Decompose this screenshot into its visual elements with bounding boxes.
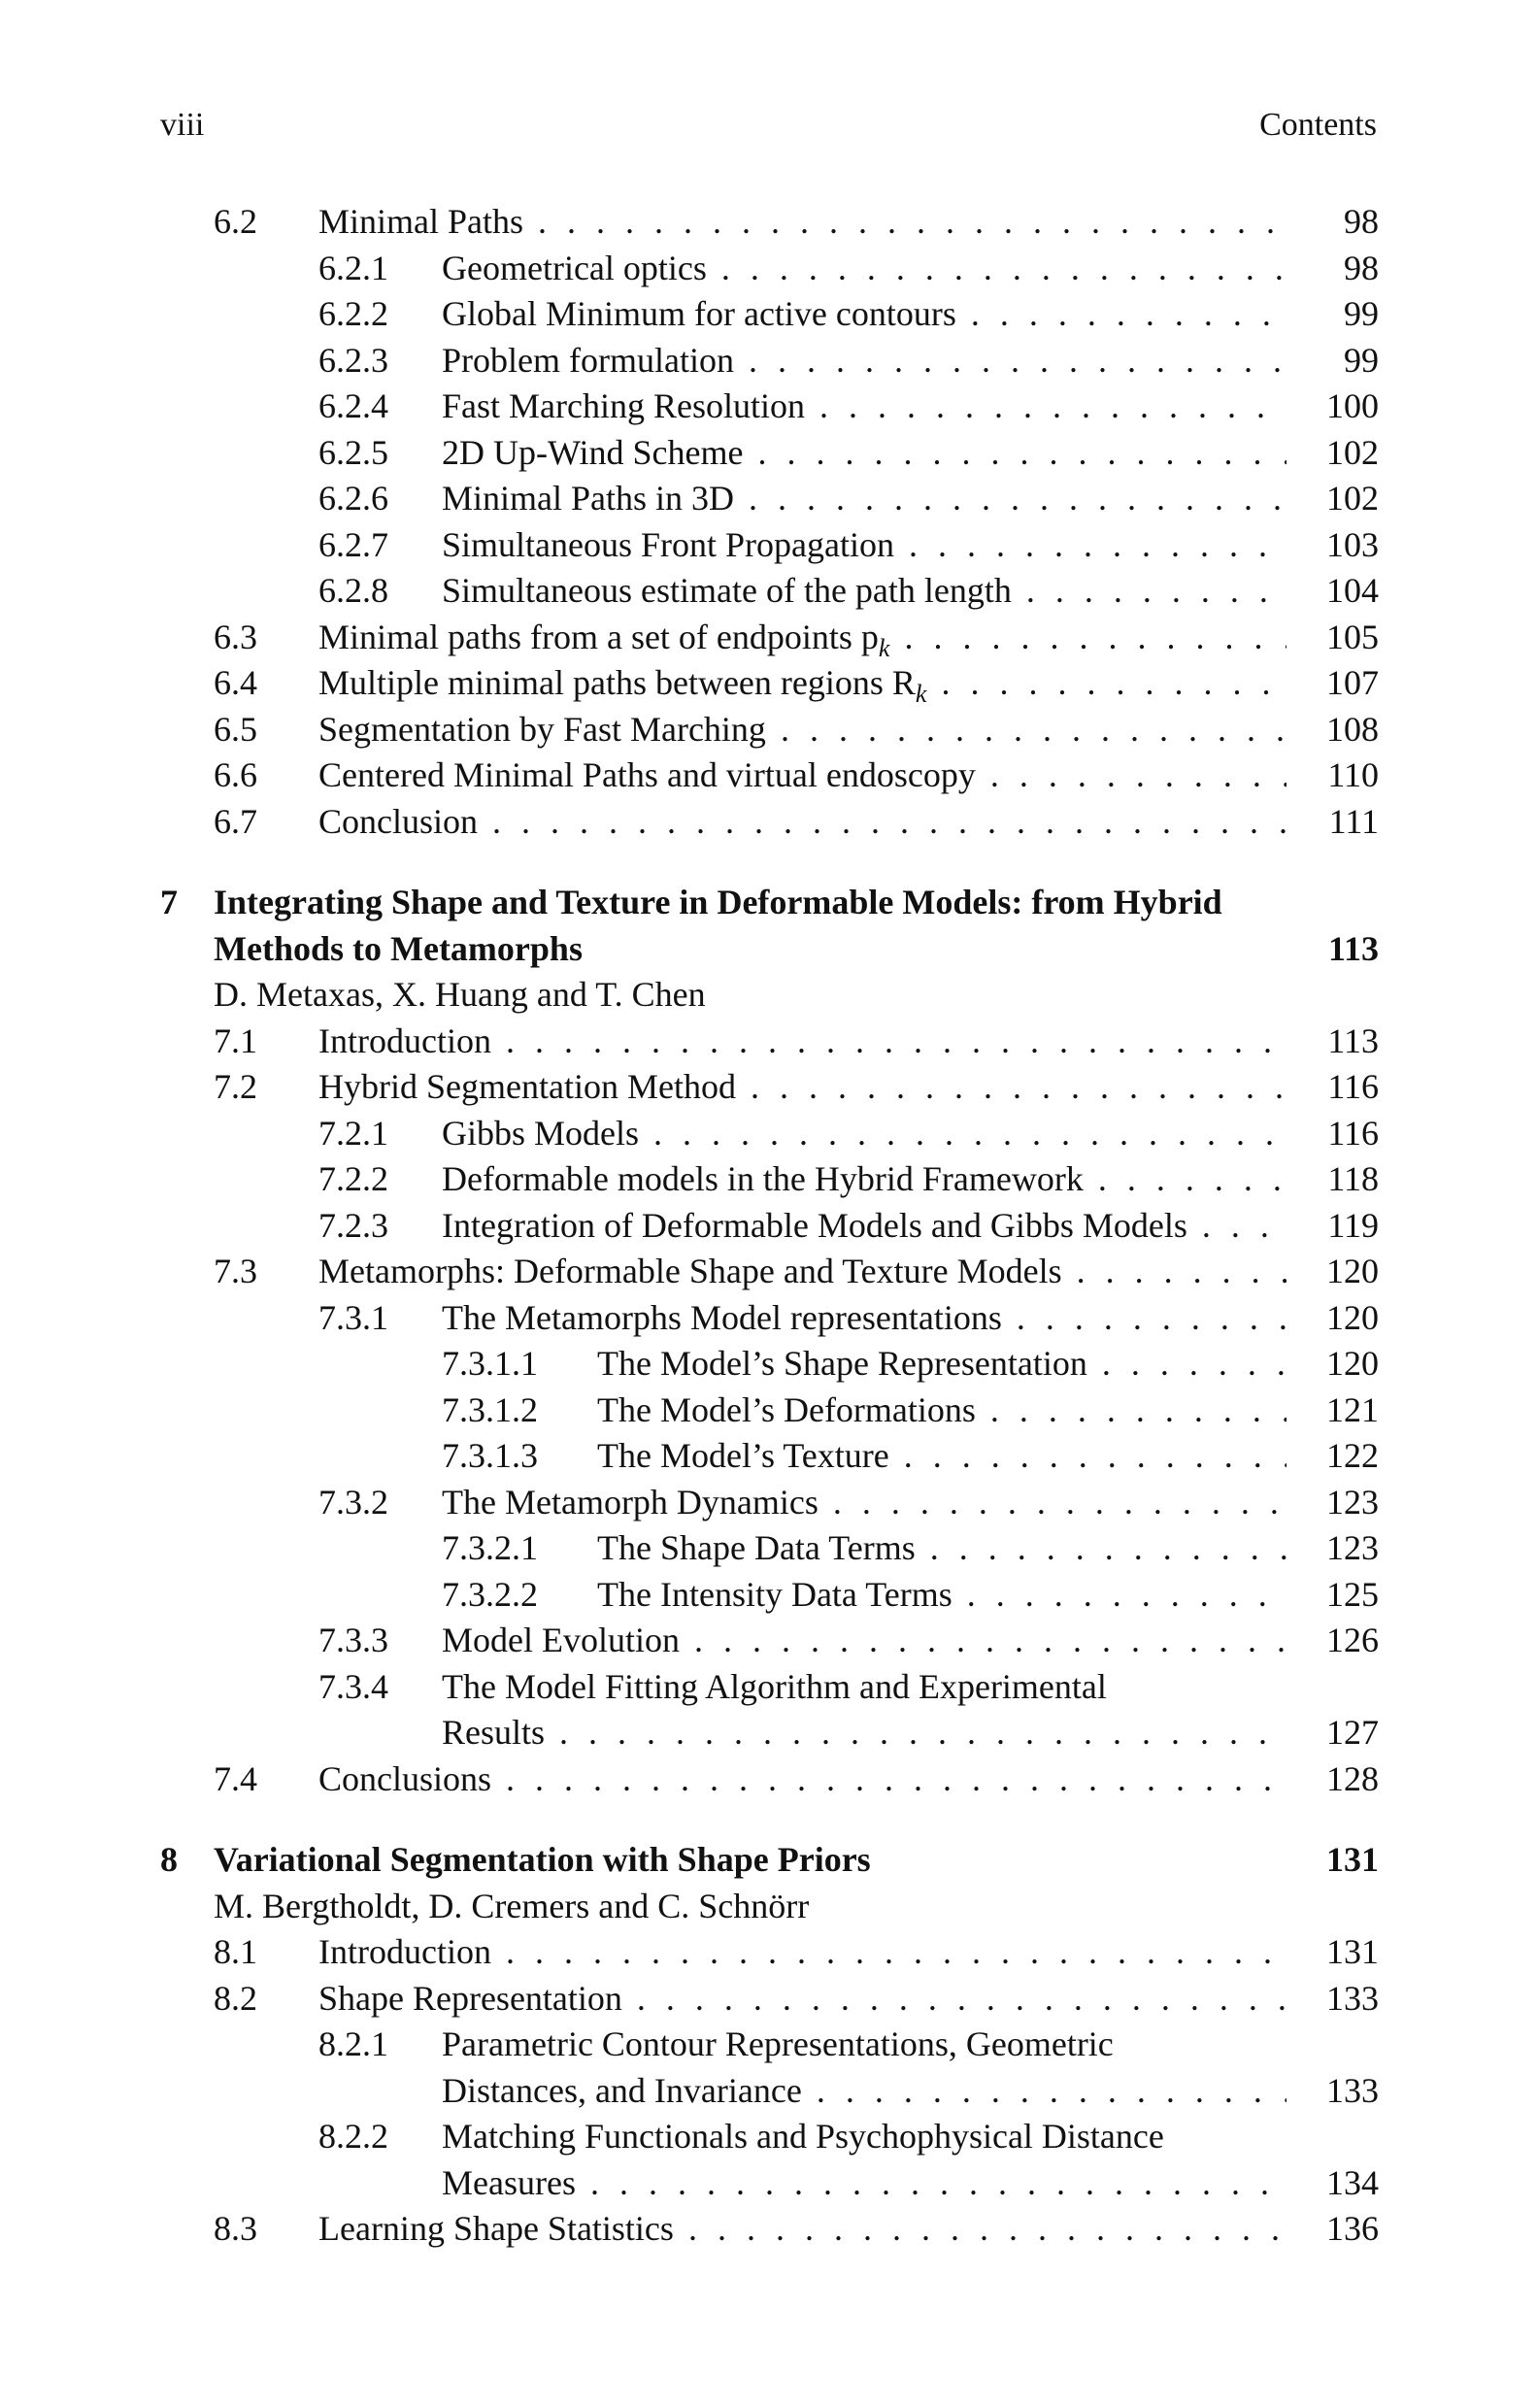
entry-title: [442, 384, 1286, 430]
entry-page: 108: [1326, 709, 1379, 749]
entry-title-text: Introduction: [318, 1020, 491, 1060]
entry-title: [597, 1388, 1286, 1434]
entry-page: 105: [1326, 617, 1379, 656]
entry-title-text: Multiple minimal paths between regions R: [318, 663, 916, 702]
entry-page: 119: [1327, 1205, 1379, 1245]
page-number: viii: [160, 107, 205, 143]
entry-title: [318, 1019, 1286, 1065]
entry-title-text: Minimal Paths: [318, 202, 524, 241]
entry-number: 8.3: [214, 2209, 257, 2248]
entry-number: 7.2.2: [318, 1159, 388, 1198]
entry-title-text: The Model’s Texture: [597, 1436, 889, 1475]
entry-number: 8.2: [214, 1978, 257, 2018]
entry-number: 6.4: [214, 663, 257, 702]
entry-number: 7.1: [214, 1020, 257, 1060]
toc-entry: [155, 1064, 1379, 1111]
entry-title-text: Segmentation by Fast Marching: [318, 709, 766, 749]
toc-entry: [155, 1019, 1379, 1065]
entry-title-text: Distances, and Invariance: [442, 2070, 802, 2110]
entry-number: 7.3: [214, 1252, 257, 1290]
toc-entry: [155, 1572, 1379, 1619]
entry-title: [442, 291, 1286, 338]
entry-title-text: Hybrid Segmentation Method: [318, 1067, 736, 1106]
entry-number: 7.3.2: [318, 1482, 388, 1522]
entry-title: [442, 476, 1286, 522]
entry-page: 116: [1327, 1067, 1379, 1106]
entry-page: 121: [1326, 1389, 1379, 1429]
toc-entry: [155, 568, 1379, 615]
running-title: Contents: [1259, 107, 1377, 143]
entry-number: 6.6: [214, 755, 257, 794]
chapter-page: 113: [1327, 928, 1379, 968]
entry-title-text: Gibbs Models: [442, 1113, 640, 1153]
chapter-heading-cont: [155, 926, 1379, 973]
entry-number: 7.2.3: [318, 1205, 388, 1245]
entry-page: 116: [1327, 1113, 1379, 1153]
entry-page: 136: [1326, 2209, 1379, 2248]
entry-page: 120: [1326, 1297, 1379, 1337]
entry-page: 120: [1326, 1252, 1379, 1290]
entry-number: 6.2.7: [318, 524, 388, 564]
entry-title: [442, 2068, 1286, 2115]
entry-number: 6.2.1: [318, 248, 388, 287]
entry-title-text: Parametric Contour Representations, Geometric: [442, 2024, 1114, 2063]
entry-title: [442, 1618, 1286, 1664]
entry-title: [442, 2114, 1286, 2160]
entry-number: 7.3.4: [318, 1666, 388, 1706]
toc-entry: [155, 199, 1379, 246]
entry-number: 7.2.1: [318, 1113, 388, 1153]
toc-entry: [155, 1341, 1379, 1388]
entry-number: 7.4: [214, 1758, 257, 1798]
entry-page: 99: [1344, 294, 1379, 333]
entry-number: 7.3.2.1: [442, 1528, 538, 1567]
entry-title: [318, 1756, 1286, 1803]
entry-page: 128: [1326, 1758, 1379, 1798]
entry-title: [318, 1976, 1286, 2023]
toc-entry: [155, 338, 1379, 385]
entry-title-text: Metamorphs: Deformable Shape and Texture Models: [318, 1252, 1062, 1290]
entry-page: 133: [1326, 1978, 1379, 2018]
toc-entry: [155, 246, 1379, 292]
entry-page: 131: [1326, 1932, 1379, 1971]
entry-number: 6.2.8: [318, 571, 388, 610]
entry-title-text: Conclusions: [318, 1758, 492, 1798]
entry-number: 7.3.1: [318, 1297, 388, 1337]
entry-number: 8.2.2: [318, 2117, 388, 2156]
table-of-contents: [155, 199, 1379, 2253]
entry-title-text: The Intensity Data Terms: [597, 1574, 952, 1614]
toc-entry: [155, 430, 1379, 477]
entry-title: [442, 430, 1286, 477]
entry-title: [442, 1480, 1286, 1526]
entry-title: [442, 522, 1286, 569]
entry-page: 125: [1326, 1574, 1379, 1614]
entry-page: 123: [1326, 1528, 1379, 1567]
entry-title: [318, 1064, 1286, 1111]
toc-entry: [155, 1664, 1379, 1711]
entry-title: [442, 2022, 1286, 2068]
toc-entry: [155, 1203, 1379, 1250]
entry-title: [318, 199, 1286, 246]
entry-title-text: Shape Representation: [318, 1978, 622, 2018]
chapter-authors: D. Metaxas, X. Huang and T. Chen: [214, 975, 706, 1014]
entry-number: 8.1: [214, 1932, 257, 1971]
entry-number: 7.2: [214, 1067, 257, 1106]
toc-entry: [155, 707, 1379, 753]
entry-title-text: Learning Shape Statistics: [318, 2209, 674, 2248]
chapter-authors: M. Bergtholdt, D. Cremers and C. Schnörr: [214, 1886, 810, 1925]
entry-title-text: Matching Functionals and Psychophysical Distance: [442, 2117, 1164, 2156]
entry-page: 123: [1326, 1482, 1379, 1522]
entry-number: 6.2.2: [318, 294, 388, 333]
entry-title-text: The Model’s Shape Representation: [597, 1344, 1087, 1383]
toc-entry: [155, 2206, 1379, 2253]
toc-entry: [155, 1525, 1379, 1572]
entry-title-text: Global Minimum for active contours: [442, 294, 956, 333]
entry-title-text: Introduction: [318, 1932, 491, 1971]
toc-entry: [155, 1976, 1379, 2023]
entry-page: 134: [1326, 2162, 1379, 2202]
entry-page: 98: [1344, 202, 1379, 241]
entry-number: 6.3: [214, 617, 257, 656]
entry-title-subscript: k: [878, 633, 890, 662]
toc-entry: [155, 752, 1379, 799]
entry-title: [597, 1525, 1286, 1572]
toc-entry: [155, 1618, 1379, 1664]
entry-title-text: 2D Up-Wind Scheme: [442, 432, 744, 472]
entry-title-text: Integration of Deformable Models and Gibbs Models: [442, 1205, 1187, 1245]
entry-page: 133: [1326, 2070, 1379, 2110]
toc-entry: [155, 1249, 1379, 1295]
entry-title-text: Measures: [442, 2162, 576, 2202]
entry-title-text: Model Evolution: [442, 1621, 680, 1659]
toc-entry: [155, 660, 1379, 707]
chapter-page: 131: [1326, 1840, 1379, 1879]
entry-title: [318, 799, 1286, 846]
entry-number: 6.5: [214, 709, 257, 749]
entry-title: [442, 246, 1286, 292]
entry-title: [442, 1111, 1286, 1157]
entry-number: 7.3.1.2: [442, 1389, 538, 1429]
toc-entry: [155, 2114, 1379, 2160]
entry-title-text: The Shape Data Terms: [597, 1528, 916, 1567]
chapter-title: Variational Segmentation with Shape Priors: [214, 1840, 871, 1879]
entry-number: 6.2: [214, 202, 257, 241]
entry-title-text: Conclusion: [318, 801, 479, 841]
entry-title-text: The Metamorphs Model representations: [442, 1297, 1002, 1337]
entry-page: 118: [1327, 1159, 1379, 1198]
toc-entry: [155, 1111, 1379, 1157]
toc-entry: [155, 1388, 1379, 1434]
toc-entry: [155, 1756, 1379, 1803]
entry-title: [597, 1433, 1286, 1480]
entry-number: 6.2.4: [318, 386, 388, 425]
chapter-number: 8: [160, 1840, 178, 1879]
entry-number: 6.2.3: [318, 340, 388, 380]
entry-page: 102: [1326, 479, 1379, 518]
chapter-heading: [155, 880, 1379, 926]
entry-title: [442, 1664, 1286, 1711]
entry-page: 120: [1326, 1344, 1379, 1383]
entry-page: 102: [1326, 432, 1379, 472]
entry-title: [318, 1249, 1286, 1295]
toc-entry: [155, 1156, 1379, 1203]
entry-title-text: Results: [442, 1713, 546, 1752]
entry-title: [442, 1710, 1286, 1756]
entry-title-text: Simultaneous Front Propagation: [442, 524, 894, 564]
entry-title: [318, 1929, 1286, 1976]
toc-entry: [155, 1295, 1379, 1342]
toc-entry: [155, 799, 1379, 846]
toc-entry: [155, 1480, 1379, 1526]
entry-number: 8.2.1: [318, 2024, 388, 2063]
entry-title-text: The Model’s Deformations: [597, 1389, 976, 1429]
entry-number: 7.3.1.3: [442, 1436, 538, 1475]
entry-title-text: The Metamorph Dynamics: [442, 1482, 819, 1522]
entry-title: [442, 2160, 1286, 2207]
entry-number: 6.2.5: [318, 432, 388, 472]
chapter-title-line2: Methods to Metamorphs: [214, 928, 583, 968]
toc-entry: [155, 522, 1379, 569]
toc-entry: [155, 615, 1379, 661]
toc-entry: [155, 1710, 1379, 1756]
entry-title-text: Problem formulation: [442, 340, 734, 380]
toc-entry: [155, 476, 1379, 522]
entry-page: 99: [1344, 340, 1379, 380]
entry-page: 104: [1326, 571, 1379, 610]
toc-entry: [155, 384, 1379, 430]
chapter-heading: [155, 1837, 1379, 1884]
entry-number: 7.3.3: [318, 1621, 388, 1659]
entry-title-text: Geometrical optics: [442, 248, 707, 287]
entry-number: 7.3.1.1: [442, 1344, 538, 1383]
entry-title-text: Fast Marching Resolution: [442, 386, 805, 425]
entry-number: 7.3.2.2: [442, 1574, 538, 1614]
section-gap: [155, 845, 1379, 880]
entry-title-text: Simultaneous estimate of the path length: [442, 571, 1012, 610]
toc-entry: [155, 1433, 1379, 1480]
chapter-title: Integrating Shape and Texture in Deformable Models: from Hybrid: [214, 883, 1222, 921]
toc-entry: [155, 291, 1379, 338]
entry-page: 103: [1326, 524, 1379, 564]
entry-title-subscript: k: [915, 680, 927, 709]
entry-title-text: The Model Fitting Algorithm and Experimental: [442, 1666, 1107, 1706]
entry-title: [442, 1203, 1286, 1250]
entry-page: 113: [1327, 1020, 1379, 1060]
entry-page: 98: [1344, 248, 1379, 287]
entry-page: 111: [1328, 801, 1379, 841]
entry-title: [597, 1341, 1286, 1388]
entry-title: [442, 568, 1286, 615]
toc-entry: [155, 2022, 1379, 2068]
chapter-number: 7: [160, 883, 178, 921]
entry-title: [442, 338, 1286, 385]
entry-number: 6.7: [214, 801, 257, 841]
entry-title-text: Minimal paths from a set of endpoints p: [318, 617, 879, 656]
entry-page: 126: [1326, 1621, 1379, 1659]
entry-number: 6.2.6: [318, 479, 388, 518]
entry-title-text: Centered Minimal Paths and virtual endoscopy: [318, 755, 976, 794]
entry-title: [442, 1295, 1286, 1342]
entry-title: [318, 707, 1286, 753]
entry-title: [597, 1572, 1286, 1619]
toc-entry: [155, 2160, 1379, 2207]
entry-title: [318, 752, 1286, 799]
entry-page: 122: [1326, 1436, 1379, 1475]
entry-title-text: Deformable models in the Hybrid Framework: [442, 1159, 1084, 1198]
section-gap: [155, 1802, 1379, 1837]
entry-title: [442, 1156, 1286, 1203]
entry-title: [318, 2206, 1286, 2253]
toc-entry: [155, 1929, 1379, 1976]
entry-page: 127: [1326, 1713, 1379, 1752]
entry-page: 110: [1327, 755, 1379, 794]
entry-page: 100: [1326, 386, 1379, 425]
toc-entry: [155, 2068, 1379, 2115]
entry-title-text: Minimal Paths in 3D: [442, 479, 735, 518]
entry-page: 107: [1326, 663, 1379, 702]
